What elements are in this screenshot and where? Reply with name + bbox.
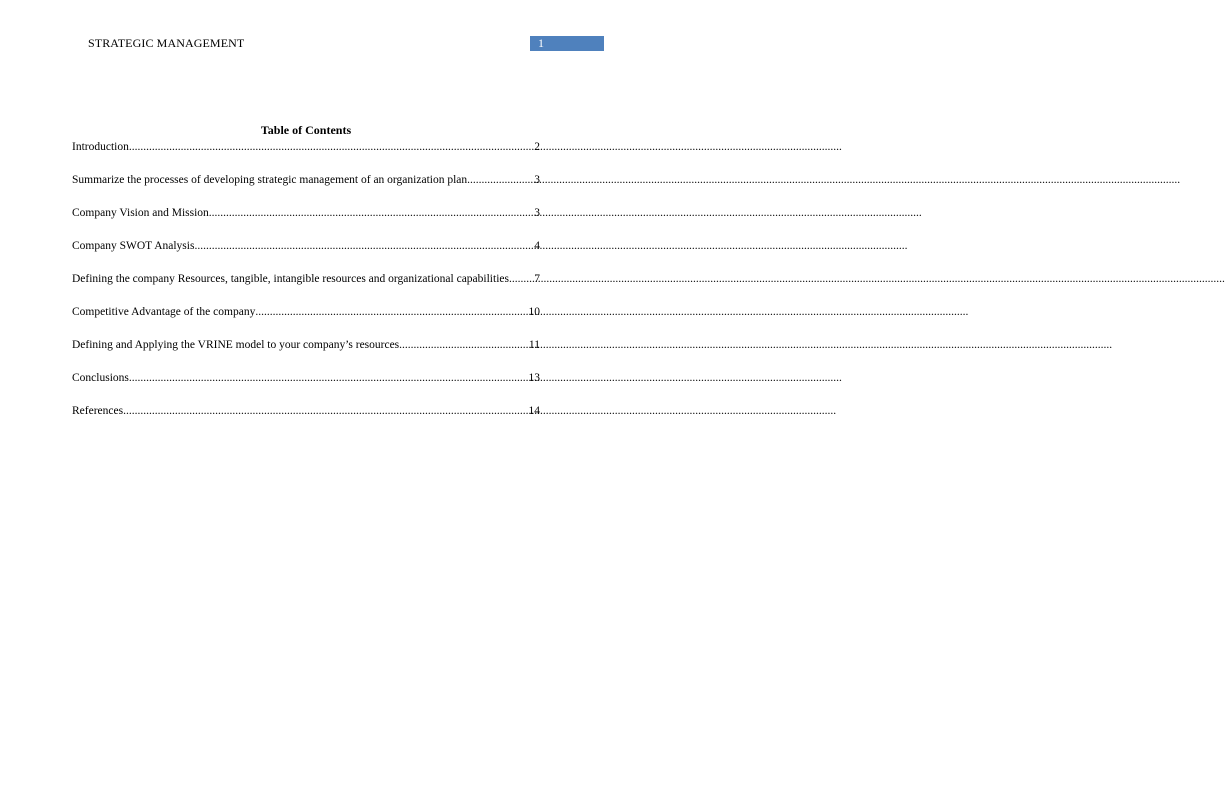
toc-title: Table of Contents: [260, 123, 352, 137]
toc-entry-page: 3: [534, 207, 540, 219]
toc-entry-text: Summarize the processes of developing strategic management of an organization plan: [72, 174, 468, 186]
toc-entry-text: Defining and Applying the VRINE model to your company’s resources: [72, 339, 400, 351]
toc-entry-page: 7: [534, 273, 540, 285]
toc-entry-resources[interactable]: [72, 272, 540, 305]
toc-dot-leader: [129, 140, 534, 154]
toc-entry-introduction[interactable]: [72, 140, 540, 173]
toc-dot-leader: [129, 371, 529, 385]
toc-entry-text: Defining the company Resources, tangible, intangible resources and organizational capabilities.: [72, 273, 512, 285]
page-number: 1: [530, 36, 604, 51]
toc-entry-page: 11: [528, 339, 540, 351]
toc-entry-competitive-advantage[interactable]: [72, 305, 540, 338]
toc-entry-page: 13: [528, 372, 540, 384]
toc-dot-leader: [209, 206, 534, 220]
toc-entry-page: 10: [528, 306, 540, 318]
toc-list: [72, 140, 540, 437]
running-head: STRATEGIC MANAGEMENT: [88, 36, 245, 50]
toc-dot-leader: [255, 305, 528, 319]
toc-entry-text: Company SWOT Analysis: [72, 240, 195, 252]
toc-entry-text: Introduction: [72, 141, 129, 153]
toc-dot-leader: [467, 173, 534, 187]
toc-entry-vrine-model[interactable]: [72, 338, 540, 371]
toc-entry-page: 4: [534, 240, 540, 252]
toc-entry-text: Company Vision and Mission: [72, 207, 209, 219]
toc-entry-page: 14: [528, 405, 540, 417]
toc-entry-summarize-processes[interactable]: [72, 173, 540, 206]
toc-dot-leader: [399, 338, 529, 352]
toc-entry-references[interactable]: [72, 404, 540, 437]
toc-entry-text: References: [72, 405, 124, 417]
toc-entry-page: 2: [534, 141, 540, 153]
toc-entry-text: Conclusions: [72, 372, 129, 384]
toc-dot-leader: [512, 272, 534, 286]
toc-dot-leader: [194, 239, 534, 253]
toc-entry-vision-mission[interactable]: [72, 206, 540, 239]
toc-entry-page: 3: [534, 174, 540, 186]
toc-entry-swot-analysis[interactable]: [72, 239, 540, 272]
toc-dot-leader: [123, 404, 528, 418]
toc-entry-conclusions[interactable]: [72, 371, 540, 404]
toc-entry-text: Competitive Advantage of the company: [72, 306, 256, 318]
